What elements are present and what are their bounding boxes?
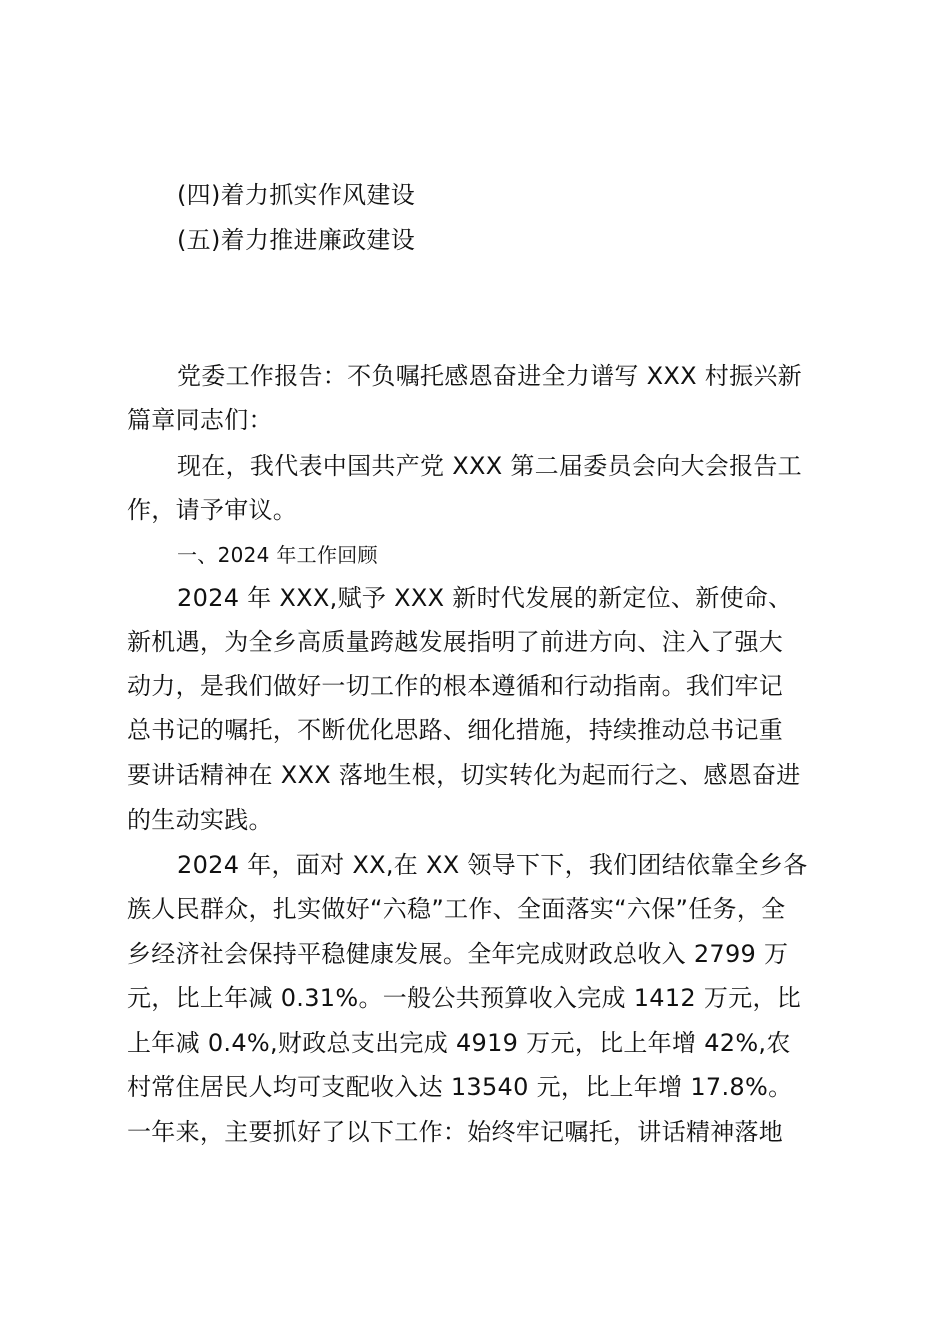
paragraph-2-line: 一年来，主要抓好了以下工作：始终牢记嘱托，讲话精神落地 bbox=[127, 1118, 784, 1146]
paragraph-1-line: 新机遇，为全乡高质量跨越发展指明了前进方向、注入了强大 bbox=[127, 628, 784, 656]
intro-line-2: 作，请予审议。 bbox=[127, 496, 298, 524]
paragraph-2-line: 乡经济社会保持平稳健康发展。全年完成财政总收入 2799 万 bbox=[127, 940, 789, 968]
heading-work-review: 一、2024 年工作回顾 bbox=[177, 543, 378, 567]
paragraph-1-line: 的生动实践。 bbox=[127, 806, 273, 834]
paragraph-2-line: 元，比上年减 0.31%。一般公共预算收入完成 1412 万元，比 bbox=[127, 984, 802, 1012]
paragraph-2-line: 上年减 0.4%,财政总支出完成 4919 万元，比上年增 42%,农 bbox=[127, 1029, 791, 1057]
paragraph-1-line: 2024 年 XXX,赋予 XXX 新时代发展的新定位、新使命、 bbox=[177, 584, 793, 612]
paragraph-2-line: 村常住居民人均可支配收入达 13540 元，比上年增 17.8%。 bbox=[127, 1073, 793, 1101]
report-title-line-1: 党委工作报告：不负嘱托感恩奋进全力谱写 XXX 村振兴新 bbox=[177, 362, 802, 390]
paragraph-2-line: 族人民群众，扎实做好“六稳”工作、全面落实“六保”任务，全 bbox=[127, 895, 786, 923]
intro-line-1: 现在，我代表中国共产党 XXX 第二届委员会向大会报告工 bbox=[177, 452, 802, 480]
report-title-line-2: 篇章同志们： bbox=[127, 406, 273, 434]
paragraph-1-line: 动力，是我们做好一切工作的根本遵循和行动指南。我们牢记 bbox=[127, 672, 784, 700]
paragraph-1-line: 要讲话精神在 XXX 落地生根，切实转化为起而行之、感恩奋进 bbox=[127, 761, 801, 789]
section-heading-five: (五)着力推进廉政建设 bbox=[177, 226, 416, 254]
paragraph-1-line: 总书记的嘱托，不断优化思路、细化措施，持续推动总书记重 bbox=[127, 716, 784, 744]
paragraph-2-line: 2024 年，面对 XX,在 XX 领导下下，我们团结依靠全乡各 bbox=[177, 851, 808, 879]
section-heading-four: (四)着力抓实作风建设 bbox=[177, 181, 416, 209]
